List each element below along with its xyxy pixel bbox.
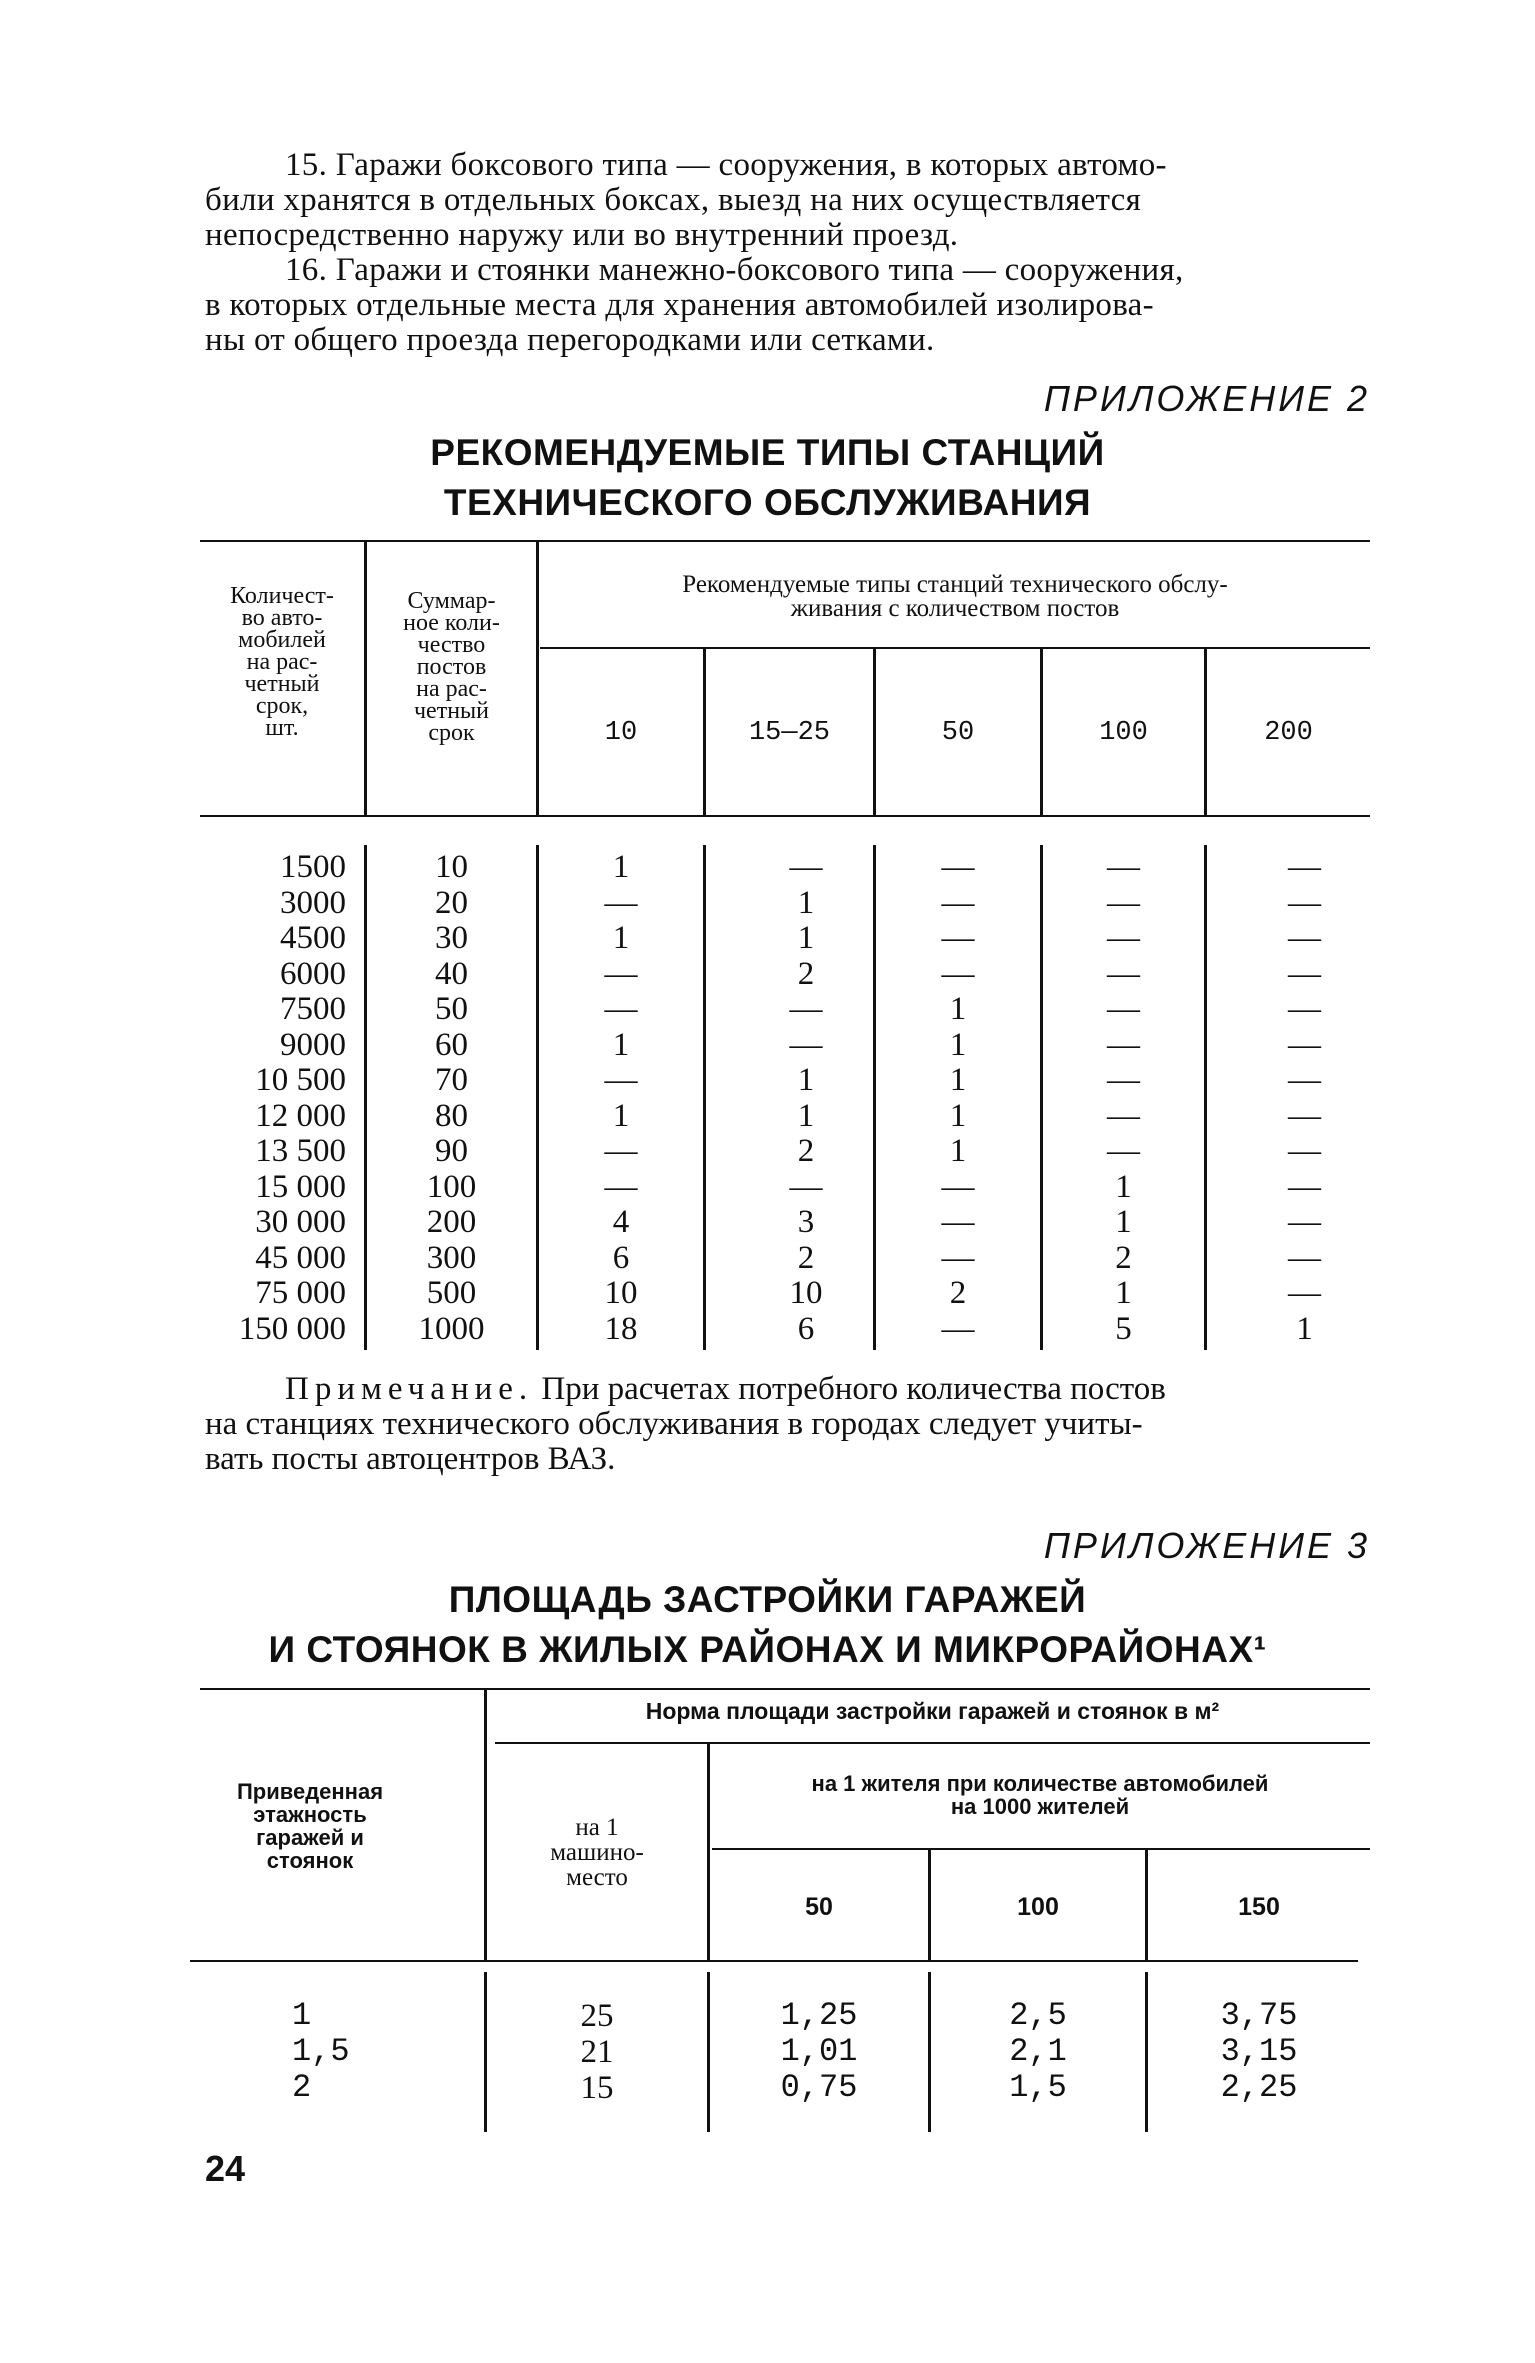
table-cell: — (1288, 1204, 1321, 1240)
column-50 (876, 850, 1040, 1347)
table2-group-rule (495, 1742, 1370, 1744)
table-cell: — (1107, 849, 1140, 885)
table-cell: — (1288, 849, 1321, 885)
table-cell: — (604, 1133, 638, 1169)
table-cell: 2,1 (1009, 2033, 1067, 2070)
text-line: в которых отдельные места для хранения автомобилей изолирова- (205, 287, 1154, 323)
table-cell: — (604, 955, 638, 992)
table-cell: 0,75 (780, 2069, 858, 2106)
column-10 (539, 850, 703, 1347)
table-cell: — (1107, 1062, 1140, 1098)
table-cell: 2,25 (1220, 2069, 1298, 2106)
table-cell: 1,5 (292, 2033, 350, 2070)
table-cell: 75 000 (255, 1275, 346, 1311)
note-line: на станциях технического обслуживания в городах следует учиты- (205, 1406, 1143, 1442)
header-line: на 1 жителя при количестве автомобилей (811, 1771, 1269, 1796)
table-cell: 1 (797, 1097, 815, 1134)
table-cell: — (1288, 1168, 1321, 1205)
table-cell: 10 (435, 849, 468, 885)
table-cell: 1 (1115, 1204, 1132, 1240)
table-cell: 150 000 (238, 1310, 346, 1347)
header-area-norm: Норма площади застройки гаражей и стоянок в м² (645, 1698, 1220, 1724)
title-line: ПЛОЩАДЬ ЗАСТРОЙКИ ГАРАЖЕЙ (448, 1579, 1087, 1620)
table-cell: 3,15 (1220, 2033, 1298, 2070)
page-number: 24 (205, 2148, 246, 2189)
table-cell: 15 000 (255, 1168, 346, 1205)
table-cell: 3000 (280, 884, 346, 921)
header-line: чество (417, 632, 486, 658)
table-cell: 500 (426, 1275, 477, 1311)
table-cell: 12 000 (255, 1097, 346, 1134)
header-per-place (487, 1815, 707, 1890)
table-cell: 50 (435, 991, 468, 1027)
table-top-rule (200, 540, 1370, 542)
table-cell: 4500 (280, 920, 346, 956)
header-posts-15-25: 15—25 (748, 718, 830, 748)
header-line: стоянок (266, 1848, 354, 1873)
table-cell: 1 (949, 991, 967, 1027)
note-line (205, 1372, 1370, 1407)
table-cell: — (789, 1168, 823, 1205)
table-cell: 200 (426, 1204, 477, 1240)
table-cell: — (1288, 1026, 1321, 1063)
table-cell: 6 (797, 1310, 815, 1347)
header-posts-10: 10 (604, 718, 638, 748)
header-posts-50: 50 (941, 718, 975, 748)
text-line: ны от общего проезда перегородками или сетками. (205, 322, 935, 358)
table-cell: 18 (604, 1310, 638, 1347)
table-cell: 2 (1115, 1239, 1132, 1276)
table-header-rule (200, 815, 1370, 817)
table-cell: — (1107, 1133, 1140, 1169)
table-note (205, 1372, 1370, 1477)
table-cell: 70 (435, 1062, 468, 1098)
table-cell: — (789, 1026, 823, 1063)
table-cell: 60 (435, 1026, 468, 1063)
header-line: Количест- (230, 583, 334, 609)
header-line: Рекомендуемые типы станций технического обслу- (682, 571, 1228, 598)
table-cell: 10 500 (255, 1062, 346, 1098)
table-cell: — (1288, 920, 1321, 956)
table-cell: 1 (949, 1062, 967, 1098)
title-line: РЕКОМЕНДУЕМЫЕ ТИПЫ СТАНЦИЙ (430, 432, 1105, 473)
header-floors (210, 1780, 410, 1872)
text-line: 16. Гаражи и стоянки манежно-боксового типа — сооружения, (285, 252, 1184, 288)
table-cell: 1 (1115, 1168, 1132, 1205)
table-cell: 80 (435, 1097, 468, 1134)
table-cell: 1 (612, 1097, 630, 1134)
table2-top-rule (200, 1688, 1370, 1690)
table-cell: — (1107, 955, 1140, 992)
table-cell: — (1107, 991, 1140, 1027)
column-per-place (487, 1998, 707, 2106)
table-cell: 1 (612, 1026, 630, 1063)
header-station-types (540, 573, 1370, 621)
header-line: шт. (265, 715, 299, 741)
table-cell: — (1107, 884, 1140, 921)
table-cell: 1 (797, 920, 815, 956)
table-cell: — (604, 884, 638, 921)
table-cell: 1 (1115, 1275, 1132, 1311)
table-cell: 7500 (280, 991, 346, 1027)
table-cell: 1 (949, 1097, 967, 1134)
table-cell: 13 500 (255, 1133, 346, 1169)
header-cars-50: 50 (805, 1893, 833, 1921)
table-cell: 25 (580, 1998, 614, 2034)
table-cell: — (1288, 1133, 1321, 1169)
table-cell: 2 (949, 1275, 967, 1311)
table-cell: 5 (1115, 1310, 1132, 1347)
header-posts-100: 100 (1099, 718, 1148, 748)
table-cell: — (941, 955, 975, 992)
header-line: Приведенная (236, 1779, 384, 1804)
title-line: И СТОЯНОК В ЖИЛЫХ РАЙОНАХ И МИКРОРАЙОНАХ¹ (268, 1629, 1267, 1670)
table-cell: — (941, 884, 975, 921)
table-cell: 40 (435, 955, 468, 992)
table-cell: 1,25 (780, 1997, 858, 2034)
table-cell: — (604, 1168, 638, 1205)
table-group-rule (540, 647, 1370, 649)
table-cell: 9000 (280, 1026, 346, 1063)
column-100 (1043, 850, 1204, 1347)
table-cell: 45 000 (255, 1239, 346, 1276)
table2-subgroup-rule (712, 1848, 1370, 1850)
table-cell: — (604, 991, 638, 1027)
table-cell: 1 (949, 1133, 967, 1169)
table-divider (536, 542, 539, 815)
header-line: на 1000 жителей (950, 1794, 1130, 1819)
header-line: машино- (550, 1839, 644, 1866)
header-line: срок (428, 720, 475, 746)
appendix-2-title (0, 428, 1535, 528)
table-cell: — (1288, 1239, 1321, 1276)
header-line: постов (416, 654, 487, 680)
table-cell: 30 (435, 920, 468, 956)
table-cell: 2 (292, 2069, 312, 2106)
table-cell: — (1288, 1275, 1321, 1311)
header-line: живания с количеством постов (790, 595, 1120, 622)
table-cell: 1,01 (780, 2033, 858, 2070)
header-per-resident (710, 1772, 1370, 1818)
header-line: гаражей и (256, 1825, 364, 1850)
table-cell: 1 (1296, 1310, 1313, 1347)
table-cell: 1 (612, 920, 630, 956)
table-cell: 1 (797, 884, 815, 921)
table-cell: — (1288, 1062, 1321, 1098)
table-cell: — (941, 849, 975, 885)
table-cell: 6000 (280, 955, 346, 992)
table-cell: 300 (426, 1239, 477, 1276)
table-cell: 1 (949, 1026, 967, 1063)
table-cell: 1 (797, 1062, 815, 1098)
header-cars-count (200, 585, 364, 739)
note-text: При расчетах потребного количества постов (533, 1371, 1166, 1407)
table-cell: 30 000 (255, 1204, 346, 1240)
table-cell: — (1107, 1026, 1140, 1063)
note-line: вать посты автоцентров ВАЗ. (205, 1441, 616, 1477)
table-cell: — (941, 1239, 975, 1276)
table-cell: — (789, 849, 823, 885)
header-line: на 1 (575, 1814, 619, 1841)
table-cell: — (1288, 991, 1321, 1027)
header-cars-150: 150 (1238, 1893, 1280, 1921)
column-cars (200, 850, 346, 1347)
table-cell: 100 (426, 1168, 477, 1205)
table-cell: 1 (612, 849, 630, 885)
paragraph-16 (205, 253, 1370, 358)
table-cell: 4 (612, 1204, 630, 1240)
header-total-posts (367, 590, 536, 744)
header-cars-100: 100 (1017, 1893, 1059, 1921)
appendix-3-label: ПРИЛОЖЕНИЕ 3 (1043, 1525, 1370, 1566)
table-cell: — (941, 1168, 975, 1205)
header-line: на рас- (416, 676, 487, 702)
appendix-3-title (0, 1575, 1535, 1675)
table-cell: 20 (435, 884, 468, 921)
table-cell: — (1288, 955, 1321, 992)
title-line: ТЕХНИЧЕСКОГО ОБСЛУЖИВАНИЯ (443, 482, 1092, 523)
table-cell: 1 (292, 1997, 312, 2034)
header-line: четный (244, 671, 320, 697)
header-posts-200: 200 (1264, 718, 1313, 748)
column-100 (931, 1998, 1145, 2106)
column-200 (1207, 850, 1402, 1347)
table-cell: 3,75 (1220, 1997, 1298, 2034)
table-cell: — (1288, 884, 1321, 921)
header-line: четный (413, 698, 490, 724)
table-cell: 10 (604, 1275, 638, 1311)
table-cell: — (1288, 1097, 1321, 1134)
table-cell: 1500 (280, 849, 346, 885)
table-cell: — (1107, 1097, 1140, 1134)
table-cell: 1000 (418, 1310, 485, 1347)
table-cell: 90 (435, 1133, 468, 1169)
table-cell: — (1107, 920, 1140, 956)
table-cell: 6 (612, 1239, 630, 1276)
column-150 (1148, 1998, 1370, 2106)
table-cell: 2 (797, 1239, 815, 1276)
header-line: срок, (255, 693, 309, 719)
table-cell: — (789, 991, 823, 1027)
table-cell: — (604, 1062, 638, 1098)
column-floors (292, 1998, 352, 2106)
text-line: 15. Гаражи боксового типа — сооружения, в которых автомо- (285, 147, 1167, 183)
text-line: били хранятся в отдельных боксах, выезд на них осуществляется (205, 182, 1142, 218)
header-line: мобилей (238, 627, 326, 653)
appendix-2-label: ПРИЛОЖЕНИЕ 2 (1043, 378, 1370, 419)
header-line: во авто- (241, 605, 323, 631)
table-cell: 2,5 (1009, 1997, 1067, 2034)
table-cell: 10 (789, 1275, 823, 1311)
header-line: этажность (253, 1802, 367, 1827)
table-cell: 3 (797, 1204, 815, 1240)
column-50 (710, 1998, 928, 2106)
table-cell: 1,5 (1009, 2069, 1067, 2106)
table2-header-rule (190, 1960, 1358, 1962)
table-cell: — (941, 1204, 975, 1240)
table-cell: 2 (797, 955, 815, 992)
header-line: Суммар- (407, 588, 496, 614)
paragraph-15 (205, 148, 1370, 253)
text-line: непосредственно наружу или во внутренний проезд. (205, 217, 959, 253)
table-cell: 15 (580, 2070, 614, 2106)
table-cell: — (941, 920, 975, 956)
table-cell: 2 (797, 1133, 815, 1169)
header-line: ное коли- (403, 610, 500, 636)
table-cell: — (941, 1310, 975, 1347)
header-line: на рас- (246, 649, 318, 675)
column-posts (367, 850, 536, 1347)
header-line: место (566, 1864, 628, 1891)
table-cell: 21 (580, 2034, 614, 2070)
note-label: Примечание. (285, 1371, 534, 1407)
